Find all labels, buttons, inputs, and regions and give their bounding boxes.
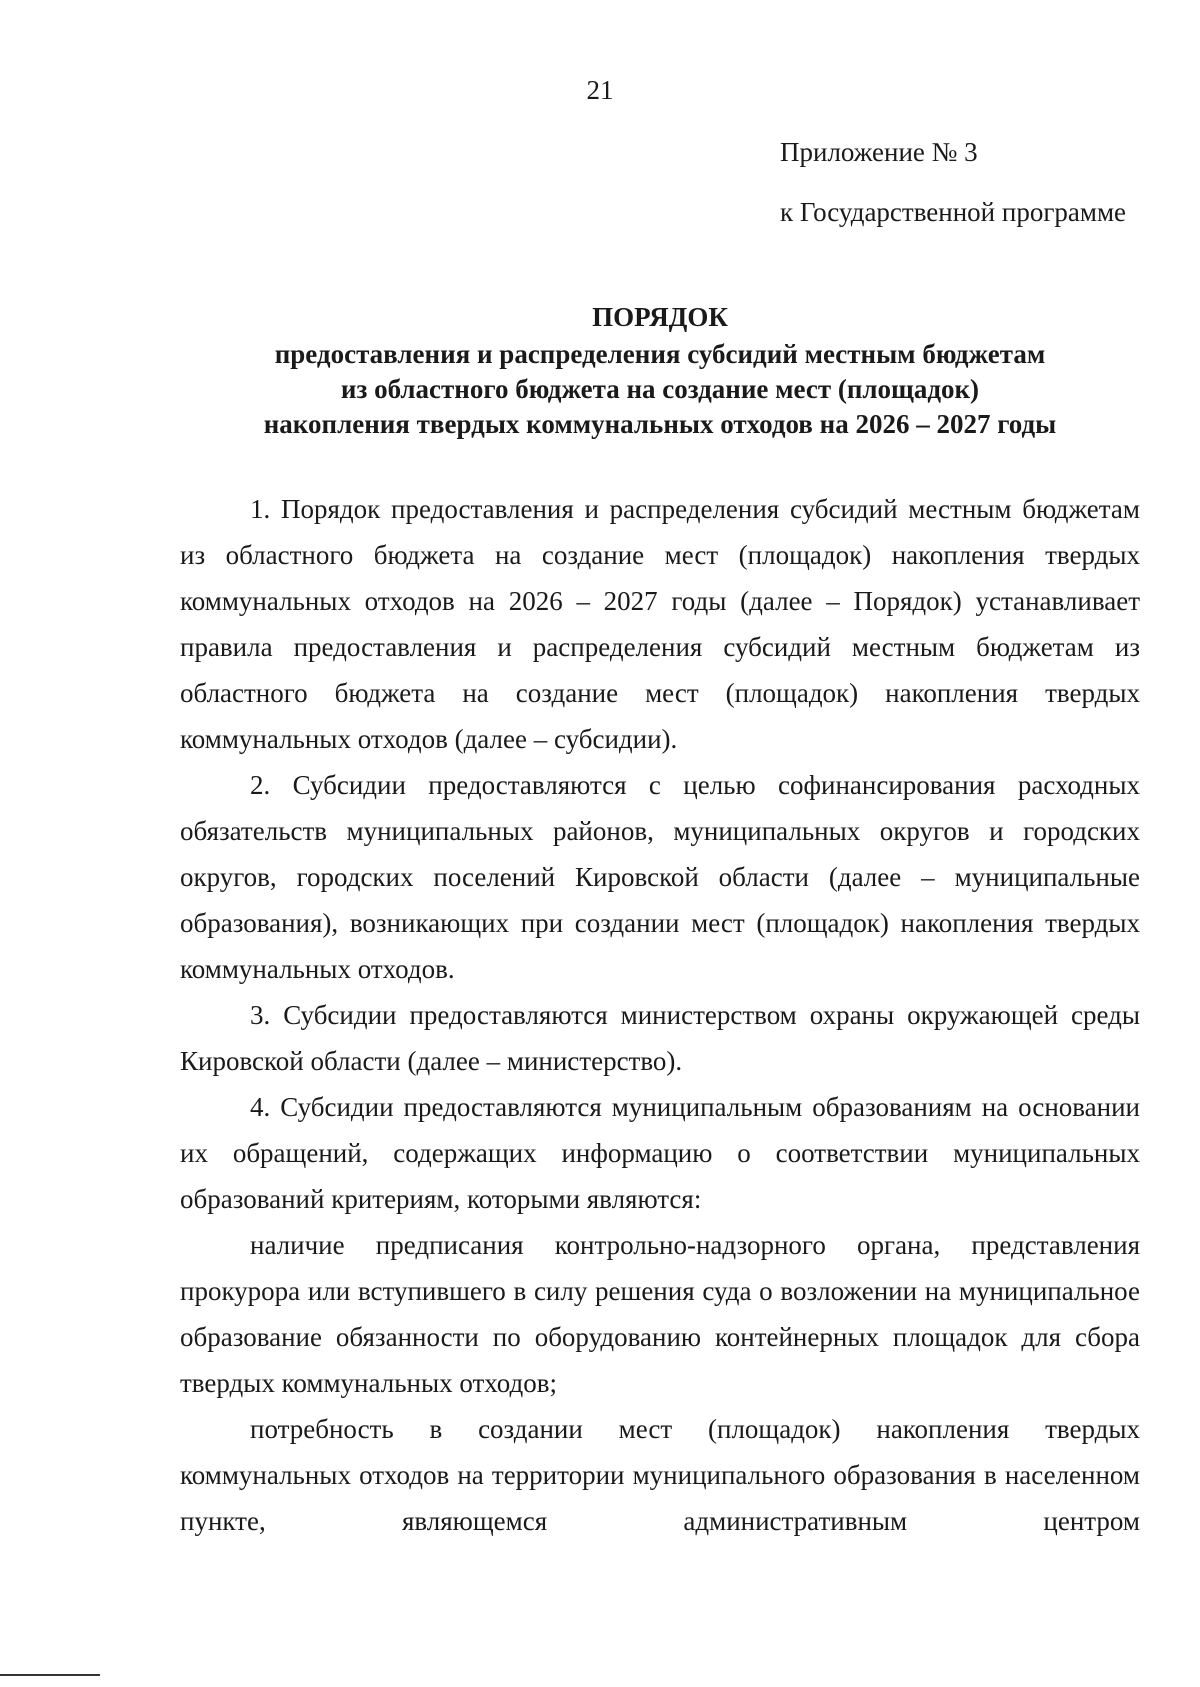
title-subtitle-line-1: предоставления и распределения субсидий местным бюджетам	[274, 339, 1046, 369]
paragraph-2: 2. Субсидии предоставляются с целью софинансирования расходных обязательств муниципальных районов, муниципальных округов и городских округов, городских поселений Кировской области (далее – муниципальные образования), возникающих при создании мест (площадок) накопления твердых коммунальных отходов.	[180, 770, 1140, 984]
annex-number: Приложение № 3	[780, 137, 978, 167]
page-number: 21	[586, 75, 614, 105]
annex-reference: к Государственной программе	[780, 197, 1127, 227]
title-main: ПОРЯДОК	[592, 302, 728, 332]
paragraph-1: 1. Порядок предоставления и распределения субсидий местным бюджетам из областного бюджета на создание мест (площадок) накопления твердых коммунальных отходов на 2026 – 2027 годы (далее – Порядок) устанавливает правила предоставления и распределения субсидий местным бюджетам из областного бюджета на создание мест (площадок) накопления твердых коммунальных отходов (далее – субсидии).	[180, 494, 1140, 754]
document-body	[180, 486, 1140, 1544]
title-subtitle-line-3: накопления твердых коммунальных отходов на 2026 – 2027 годы	[263, 409, 1057, 439]
paragraph-criterion-1: наличие предписания контрольно-надзорного органа, представления прокурора или вступившего в силу решения суда о возложении на муниципальное образование обязанности по оборудованию контейнерных площадок для сбора твердых коммунальных отходов;	[180, 1230, 1140, 1398]
document-title	[180, 297, 1140, 442]
paragraph-criterion-2: потребность в создании мест (площадок) накопления твердых коммунальных отходов на территории муниципального образования в населенном пункте, являющемся административным центром	[180, 1414, 1140, 1536]
paragraph-4: 4. Субсидии предоставляются муниципальным образованиям на основании их обращений, содержащих информацию о соответствии муниципальных образований критериям, которыми являются:	[180, 1092, 1140, 1214]
paragraph-3: 3. Субсидии предоставляются министерством охраны окружающей среды Кировской области (далее – министерство).	[180, 1000, 1140, 1076]
footer-rule	[0, 1674, 100, 1676]
title-subtitle-line-2: из областного бюджета на создание мест (площадок)	[340, 374, 980, 404]
